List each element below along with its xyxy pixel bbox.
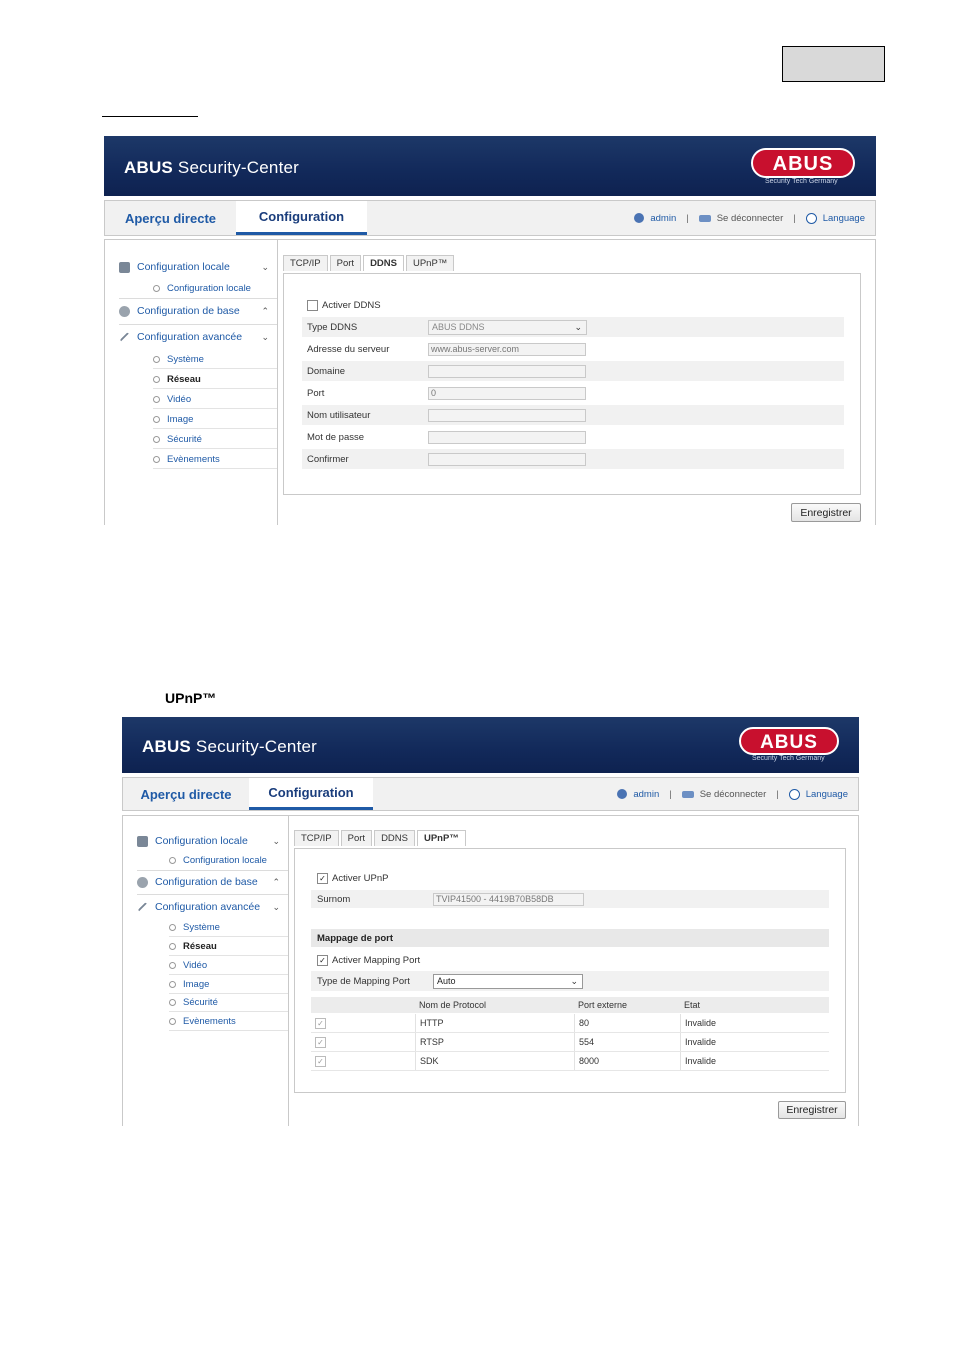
sidebar-item-systeme[interactable]: Système bbox=[153, 350, 277, 369]
mapping-type-select[interactable]: Auto ⌄ bbox=[433, 974, 583, 989]
bullet-icon bbox=[153, 376, 160, 383]
sidebar-item-reseau[interactable]: Réseau bbox=[153, 370, 277, 389]
chevron-down-icon: ⌄ bbox=[261, 331, 269, 342]
basic-config-icon bbox=[137, 877, 148, 888]
bullet-icon bbox=[169, 962, 176, 969]
user-icon bbox=[617, 789, 627, 799]
password-row bbox=[302, 427, 844, 447]
sidebar-basic-config[interactable]: Configuration de base ⌃ bbox=[119, 304, 277, 318]
port-cell: 554 bbox=[579, 1037, 595, 1047]
app-banner bbox=[122, 717, 859, 773]
ddns-type-select[interactable]: ABUS DDNS ⌄ bbox=[428, 320, 587, 335]
server-address-input[interactable]: www.abus-server.com bbox=[428, 343, 586, 356]
bullet-icon bbox=[153, 436, 160, 443]
app-title: ABUS Security-Center bbox=[124, 158, 300, 177]
enable-upnp-row bbox=[317, 871, 845, 885]
bullet-icon bbox=[169, 999, 176, 1006]
chevron-down-icon: ⌄ bbox=[574, 322, 582, 332]
tab-upnp[interactable]: UPnP™ bbox=[417, 830, 466, 846]
bullet-icon bbox=[169, 924, 176, 931]
globe-icon bbox=[789, 789, 800, 800]
tab-ddns[interactable]: DDNS bbox=[374, 830, 415, 846]
col-protocol: Nom de Protocol bbox=[419, 1000, 487, 1010]
sub-tabs bbox=[294, 830, 468, 846]
bullet-icon bbox=[153, 456, 160, 463]
domain-row bbox=[302, 361, 844, 381]
sidebar-item-evenements[interactable]: Evènements bbox=[153, 450, 277, 469]
sidebar-item-image[interactable]: Image bbox=[169, 976, 288, 994]
port-label: Port bbox=[307, 387, 325, 399]
bullet-icon bbox=[169, 857, 176, 864]
content-area bbox=[104, 239, 876, 525]
local-config-icon bbox=[137, 836, 148, 847]
user-bar bbox=[634, 201, 865, 235]
sidebar-item-reseau[interactable]: Réseau bbox=[169, 938, 288, 956]
enable-upnp-label: Activer UPnP bbox=[332, 872, 389, 884]
logo-tagline: Security Tech Germany bbox=[765, 178, 838, 185]
confirm-row bbox=[302, 449, 844, 469]
user-link[interactable]: admin bbox=[633, 788, 660, 800]
ddns-type-row bbox=[302, 317, 844, 337]
tab-port[interactable]: Port bbox=[330, 255, 361, 271]
confirm-label: Confirmer bbox=[307, 453, 349, 465]
chevron-down-icon: ⌄ bbox=[570, 976, 578, 986]
content-area bbox=[122, 815, 859, 1126]
enable-ddns-checkbox[interactable] bbox=[307, 300, 318, 311]
app-title: ABUS Security-Center bbox=[142, 737, 318, 756]
logout-icon bbox=[699, 215, 711, 222]
tab-configuration[interactable]: Configuration bbox=[249, 778, 373, 810]
sidebar-local-config[interactable]: Configuration locale ⌄ bbox=[119, 260, 277, 274]
top-nav bbox=[122, 777, 859, 811]
confirm-input[interactable] bbox=[428, 453, 586, 466]
divider bbox=[119, 324, 277, 325]
bullet-icon bbox=[169, 943, 176, 950]
state-cell: Invalide bbox=[685, 1056, 717, 1066]
password-label: Mot de passe bbox=[307, 431, 365, 443]
tab-ddns[interactable]: DDNS bbox=[363, 255, 404, 271]
sidebar-item-local-config[interactable]: Configuration locale bbox=[169, 854, 288, 867]
enable-upnp-checkbox[interactable]: ✓ bbox=[317, 873, 328, 884]
sidebar-item-evenements[interactable]: Evènements bbox=[169, 1013, 288, 1031]
domain-input[interactable] bbox=[428, 365, 586, 378]
tab-live-view[interactable]: Aperçu directe bbox=[140, 786, 232, 802]
sidebar-item-local-config[interactable]: Configuration locale bbox=[153, 282, 277, 295]
ddns-panel bbox=[283, 273, 861, 495]
separator: | bbox=[793, 212, 796, 224]
sidebar-item-video[interactable]: Vidéo bbox=[153, 390, 277, 409]
section-heading: UPnP™ bbox=[165, 690, 217, 706]
bullet-icon bbox=[153, 416, 160, 423]
username-input[interactable] bbox=[428, 409, 586, 422]
user-icon bbox=[634, 213, 644, 223]
bullet-icon bbox=[153, 396, 160, 403]
logo-tagline: Security Tech Germany bbox=[752, 755, 825, 762]
tab-tcpip[interactable]: TCP/IP bbox=[294, 830, 339, 846]
abus-logo: ABUS bbox=[751, 148, 855, 178]
protocol-cell: RTSP bbox=[420, 1037, 444, 1047]
sidebar bbox=[123, 816, 289, 1126]
row-checkbox[interactable]: ✓ bbox=[315, 1037, 326, 1048]
logout-icon bbox=[682, 791, 694, 798]
divider bbox=[119, 298, 277, 299]
username-label: Nom utilisateur bbox=[307, 409, 371, 421]
row-checkbox[interactable]: ✓ bbox=[315, 1018, 326, 1029]
sidebar-item-systeme[interactable]: Système bbox=[169, 919, 288, 937]
server-address-row bbox=[302, 339, 844, 359]
alias-label: Surnom bbox=[317, 893, 351, 905]
language-link[interactable]: Language bbox=[805, 788, 848, 800]
col-external-port: Port externe bbox=[578, 1000, 628, 1010]
bullet-icon bbox=[169, 981, 176, 988]
port-mapping-section: Mappage de port bbox=[311, 929, 829, 947]
username-row bbox=[302, 405, 844, 425]
save-button[interactable]: Enregistrer bbox=[778, 1101, 846, 1119]
sidebar-local-config[interactable]: Configuration locale ⌄ bbox=[137, 834, 288, 848]
divider bbox=[137, 870, 288, 871]
enable-mapping-label: Activer Mapping Port bbox=[332, 954, 421, 966]
table-header bbox=[311, 997, 829, 1013]
domain-label: Domaine bbox=[307, 365, 346, 377]
local-config-icon bbox=[119, 262, 130, 273]
protocol-cell: HTTP bbox=[420, 1018, 444, 1028]
col-state: Etat bbox=[684, 1000, 701, 1010]
server-address-label: Adresse du serveur bbox=[307, 343, 390, 355]
alias-row bbox=[311, 890, 829, 908]
logout-link[interactable]: Se déconnecter bbox=[716, 212, 784, 224]
chevron-down-icon: ⌄ bbox=[261, 261, 269, 272]
enable-ddns-label: Activer DDNS bbox=[322, 299, 381, 311]
mapping-table bbox=[311, 997, 829, 1073]
save-button[interactable]: Enregistrer bbox=[791, 503, 861, 522]
sidebar-advanced-config[interactable]: Configuration avancée ⌄ bbox=[119, 330, 277, 344]
top-nav bbox=[104, 200, 876, 236]
separator: | bbox=[686, 212, 689, 224]
state-cell: Invalide bbox=[685, 1018, 717, 1028]
table-row bbox=[311, 1014, 829, 1033]
bullet-icon bbox=[153, 356, 160, 363]
sidebar bbox=[105, 240, 278, 525]
user-link[interactable]: admin bbox=[650, 212, 677, 224]
basic-config-icon bbox=[119, 306, 130, 317]
protocol-cell: SDK bbox=[420, 1056, 439, 1066]
bullet-icon bbox=[169, 1018, 176, 1025]
enable-mapping-row bbox=[317, 953, 845, 967]
sub-tabs bbox=[283, 255, 456, 271]
sidebar-item-image[interactable]: Image bbox=[153, 410, 277, 429]
chevron-up-icon: ⌃ bbox=[261, 305, 269, 316]
upnp-screenshot bbox=[122, 717, 859, 1126]
enable-mapping-checkbox[interactable]: ✓ bbox=[317, 955, 328, 966]
chevron-down-icon: ⌄ bbox=[272, 835, 280, 846]
sidebar-item-video[interactable]: Vidéo bbox=[169, 957, 288, 975]
tab-tcpip[interactable]: TCP/IP bbox=[283, 255, 328, 271]
globe-icon bbox=[806, 213, 817, 224]
alias-input[interactable]: TVIP41500 - 4419B70B58DB bbox=[433, 893, 584, 906]
page-number-box bbox=[782, 46, 885, 82]
chevron-up-icon: ⌃ bbox=[272, 876, 280, 887]
bullet-icon bbox=[153, 285, 160, 292]
wrench-icon bbox=[120, 332, 131, 343]
sidebar-item-securite[interactable]: Sécurité bbox=[169, 994, 288, 1012]
user-bar bbox=[617, 778, 848, 810]
enable-ddns-row bbox=[307, 298, 860, 312]
password-input[interactable] bbox=[428, 431, 586, 444]
row-checkbox[interactable]: ✓ bbox=[315, 1056, 326, 1067]
separator: | bbox=[776, 788, 779, 800]
port-row bbox=[302, 383, 844, 403]
tab-live-view[interactable]: Aperçu directe bbox=[124, 210, 217, 226]
separator: | bbox=[669, 788, 672, 800]
state-cell: Invalide bbox=[685, 1037, 717, 1047]
sidebar-basic-config[interactable]: Configuration de base ⌃ bbox=[137, 875, 288, 889]
tab-configuration[interactable]: Configuration bbox=[236, 201, 367, 235]
sidebar-advanced-config[interactable]: Configuration avancée ⌄ bbox=[137, 900, 288, 914]
logout-link[interactable]: Se déconnecter bbox=[699, 788, 767, 800]
divider bbox=[137, 894, 288, 895]
chevron-down-icon: ⌄ bbox=[272, 901, 280, 912]
app-banner bbox=[104, 136, 876, 196]
ddns-screenshot bbox=[104, 136, 876, 525]
upnp-panel bbox=[294, 848, 846, 1093]
mapping-type-label: Type de Mapping Port bbox=[317, 975, 410, 987]
language-link[interactable]: Language bbox=[822, 212, 865, 224]
abus-logo: ABUS bbox=[739, 727, 839, 755]
tab-upnp[interactable]: UPnP™ bbox=[406, 255, 454, 271]
port-input[interactable]: 0 bbox=[428, 387, 586, 400]
table-row bbox=[311, 1052, 829, 1071]
ddns-type-label: Type DDNS bbox=[307, 321, 358, 333]
sidebar-item-securite[interactable]: Sécurité bbox=[153, 430, 277, 449]
wrench-icon bbox=[138, 902, 149, 913]
tab-port[interactable]: Port bbox=[341, 830, 372, 846]
port-cell: 80 bbox=[579, 1018, 590, 1028]
table-row bbox=[311, 1033, 829, 1052]
mapping-type-row bbox=[311, 971, 829, 991]
title-underline bbox=[102, 116, 198, 117]
port-cell: 8000 bbox=[579, 1056, 600, 1066]
